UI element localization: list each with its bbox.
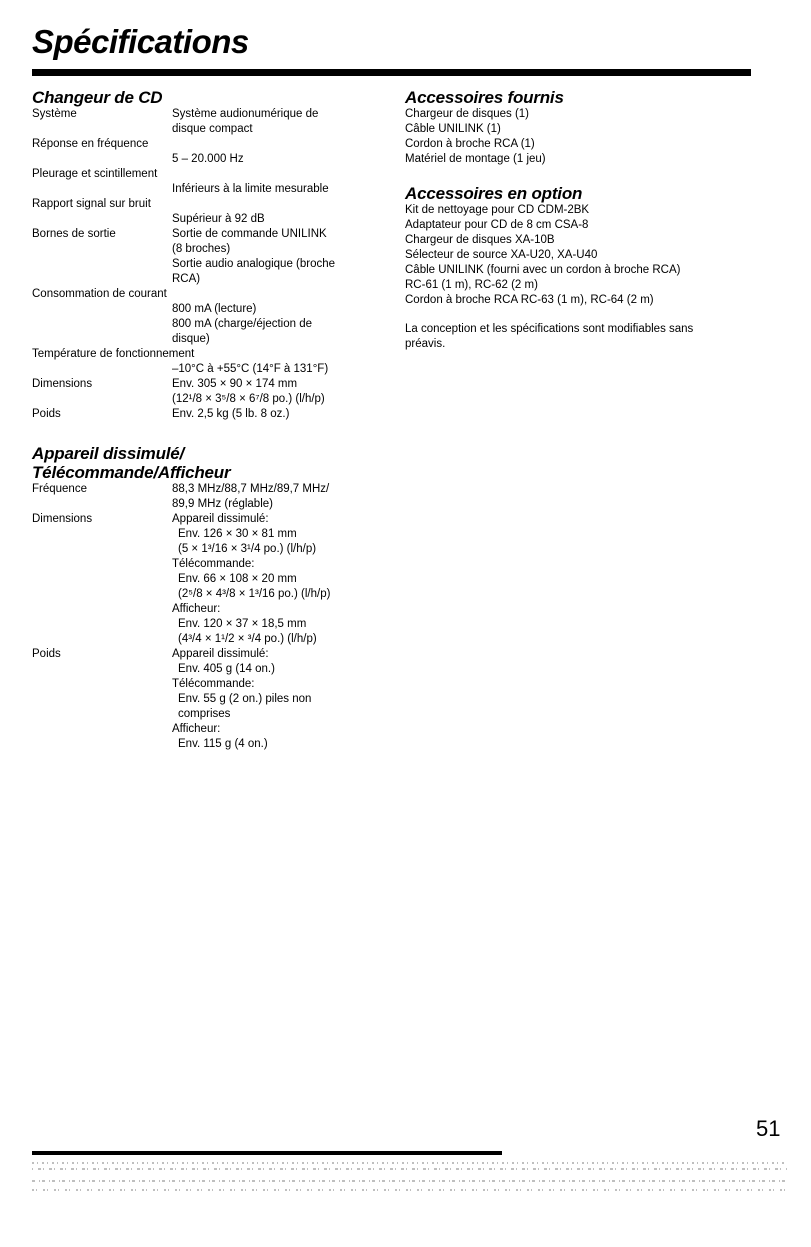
hidden-unit-section bbox=[32, 444, 377, 752]
option-item: Adaptateur pour CD de 8 cm CSA-8 bbox=[405, 219, 589, 231]
page-title: Spécifications bbox=[32, 23, 249, 60]
spec-value: 5 – 20.000 Hz bbox=[172, 153, 244, 165]
spec-sub-heading: Afficheur: bbox=[172, 603, 221, 615]
left-column bbox=[32, 88, 377, 752]
option-item: Sélecteur de source XA-U20, XA-U40 bbox=[405, 249, 598, 261]
weight-label: Poids bbox=[32, 648, 61, 660]
spec-sub-line: (2⁵/8 × 4³/8 × 1³/16 po.) (l/h/p) bbox=[178, 588, 331, 600]
accessory-item: Chargeur de disques (1) bbox=[405, 108, 530, 120]
cd-changer-heading: Changeur de CD bbox=[32, 88, 163, 107]
weight-row bbox=[32, 647, 377, 752]
accessory-item: Matériel de montage (1 jeu) bbox=[405, 153, 546, 165]
spec-value-line: Sortie de commande UNILINK bbox=[172, 228, 327, 240]
spec-label: Réponse en fréquence bbox=[32, 138, 149, 150]
frequency-line: 89,9 MHz (réglable) bbox=[172, 498, 273, 510]
page-number: 51 bbox=[756, 1116, 781, 1141]
spec-value: Supérieur à 92 dB bbox=[172, 213, 265, 225]
right-column bbox=[405, 88, 785, 352]
spec-sub-heading: Télécommande: bbox=[172, 678, 255, 690]
cd-changer-specs bbox=[32, 107, 377, 422]
accessories-supplied-list bbox=[405, 107, 785, 167]
frequency-label: Fréquence bbox=[32, 483, 87, 495]
spec-label: Rapport signal sur bruit bbox=[32, 198, 151, 210]
spec-value: disque) bbox=[172, 333, 210, 345]
spec-value-line: Env. 2,5 kg (5 lb. 8 oz.) bbox=[172, 408, 290, 420]
spec-sub-line: (4³/4 × 1¹/2 × ³/4 po.) (l/h/p) bbox=[178, 633, 317, 645]
accessories-supplied-heading: Accessoires fournis bbox=[405, 88, 564, 107]
option-item: Câble UNILINK (fourni avec un cordon à broche RCA) bbox=[405, 264, 681, 276]
option-item: Chargeur de disques XA-10B bbox=[405, 234, 555, 246]
spec-row bbox=[32, 377, 377, 407]
spec-value-line: Système audionumérique de bbox=[172, 108, 319, 120]
dimensions-label: Dimensions bbox=[32, 513, 93, 525]
accessories-optional-list bbox=[405, 203, 785, 308]
spec-value-line: RCA) bbox=[172, 273, 201, 285]
spec-value: 800 mA (charge/éjection de bbox=[172, 318, 313, 330]
spec-label: Pleurage et scintillement bbox=[32, 168, 158, 180]
spec-sub-line: Env. 405 g (14 on.) bbox=[178, 663, 275, 675]
spec-sub-line: comprises bbox=[178, 708, 231, 720]
spec-value bbox=[172, 407, 377, 422]
spec-sub-line: Env. 126 × 30 × 81 mm bbox=[178, 528, 297, 540]
title-underline bbox=[32, 69, 751, 76]
option-item: Cordon à broche RCA RC-63 (1 m), RC-64 (2 m) bbox=[405, 294, 654, 306]
spec-sub-heading: Afficheur: bbox=[172, 723, 221, 735]
spec-label: Dimensions bbox=[32, 378, 93, 390]
spec-sub-line: Env. 66 × 108 × 20 mm bbox=[178, 573, 297, 585]
footer-rule bbox=[32, 1151, 502, 1155]
spec-value: 800 mA (lecture) bbox=[172, 303, 257, 315]
spec-value-line: Env. 305 × 90 × 174 mm bbox=[172, 378, 298, 390]
spec-sub-line: Env. 115 g (4 on.) bbox=[178, 738, 268, 750]
spec-value-line: disque compact bbox=[172, 123, 253, 135]
spec-value: Inférieurs à la limite mesurable bbox=[172, 183, 329, 195]
spec-value: –10°C à +55°C (14°F à 131°F) bbox=[172, 363, 329, 375]
spec-value bbox=[172, 227, 377, 287]
spec-label: Bornes de sortie bbox=[32, 228, 116, 240]
hidden-unit-heading-line2: Télécommande/Afficheur bbox=[32, 463, 231, 482]
spec-row bbox=[32, 107, 377, 137]
frequency-value bbox=[172, 482, 377, 512]
spec-label: Système bbox=[32, 108, 77, 120]
spec-label: Poids bbox=[32, 408, 61, 420]
scan-noise-decoration bbox=[32, 1157, 787, 1197]
spec-sub-line: (5 × 1³/16 × 3¹/4 po.) (l/h/p) bbox=[178, 543, 317, 555]
option-item: Kit de nettoyage pour CD CDM-2BK bbox=[405, 204, 590, 216]
spec-sub-heading: Appareil dissimulé: bbox=[172, 648, 269, 660]
spec-sub-line: Env. 120 × 37 × 18,5 mm bbox=[178, 618, 307, 630]
accessory-item: Câble UNILINK (1) bbox=[405, 123, 501, 135]
hidden-unit-heading-line1: Appareil dissimulé/ bbox=[32, 444, 185, 463]
spec-label: Température de fonctionnement bbox=[32, 348, 195, 360]
dimensions-row bbox=[32, 512, 377, 647]
spec-row bbox=[32, 227, 377, 287]
spec-sub-line: Env. 55 g (2 on.) piles non bbox=[178, 693, 312, 705]
spec-value-line: Sortie audio analogique (broche bbox=[172, 258, 336, 270]
frequency-line: 88,3 MHz/88,7 MHz/89,7 MHz/ bbox=[172, 483, 330, 495]
spec-value-line: (12¹/8 × 3⁵/8 × 6⁷/8 po.) (l/h/p) bbox=[172, 393, 325, 405]
spec-value-line: (8 broches) bbox=[172, 243, 231, 255]
frequency-row bbox=[32, 482, 377, 512]
spec-value bbox=[172, 107, 377, 137]
spec-sub-heading: Télécommande: bbox=[172, 558, 255, 570]
accessory-item: Cordon à broche RCA (1) bbox=[405, 138, 535, 150]
spec-label: Consommation de courant bbox=[32, 288, 167, 300]
spec-value bbox=[172, 377, 377, 407]
weight-value bbox=[172, 647, 377, 752]
spec-row bbox=[32, 407, 377, 422]
dimensions-value bbox=[172, 512, 377, 647]
option-item: RC-61 (1 m), RC-62 (2 m) bbox=[405, 279, 538, 291]
disclaimer-note: La conception et les spécifications sont modifiables sans préavis. bbox=[405, 323, 694, 350]
spec-sub-heading: Appareil dissimulé: bbox=[172, 513, 269, 525]
accessories-optional-heading: Accessoires en option bbox=[405, 184, 583, 203]
